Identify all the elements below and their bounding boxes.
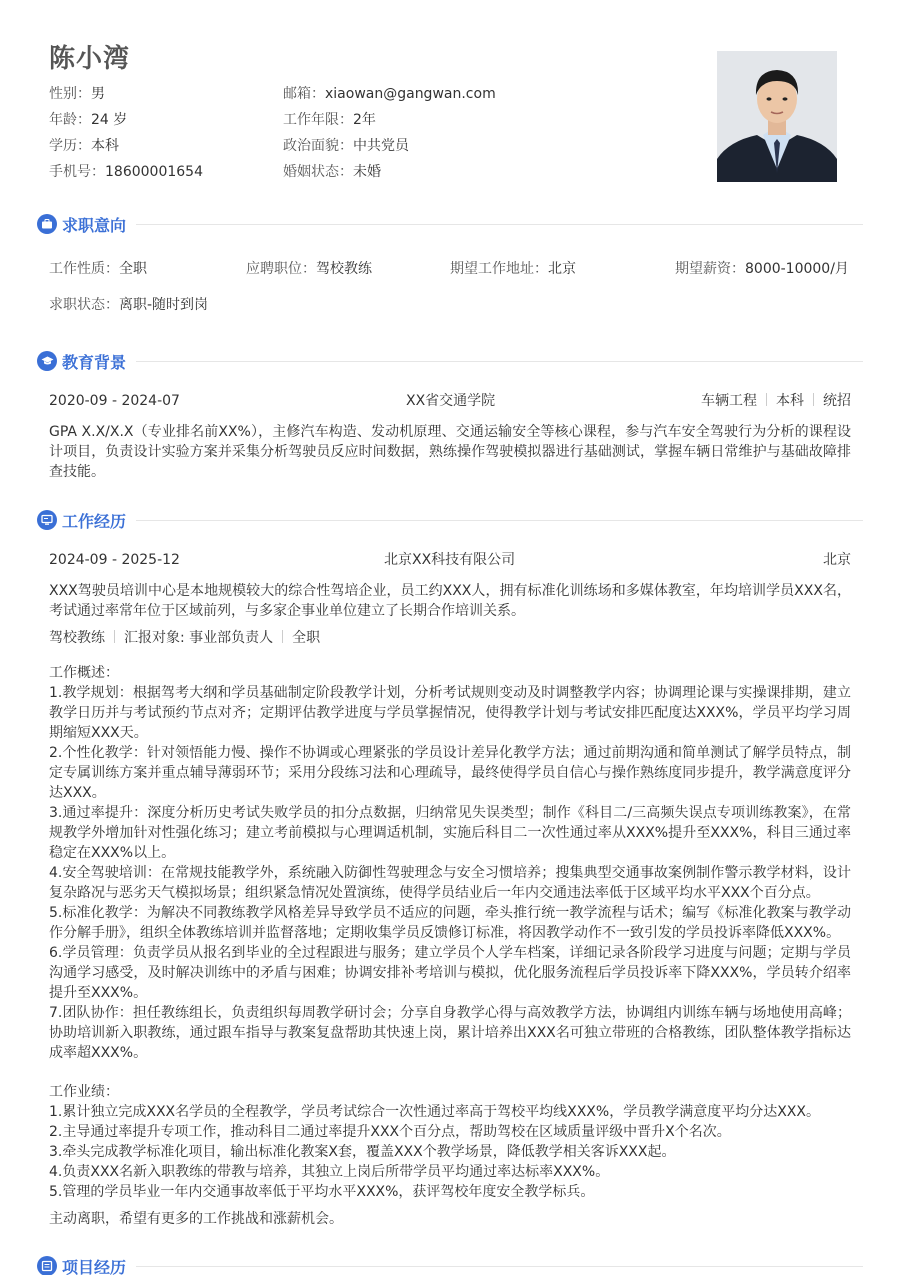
education-description: GPA X.X/X.X（专业排名前XX%），主修汽车构造、发动机原理、交通运输安全等核心课程，参与汽车安全驾驶行为分析的课程设计项目，负责设计实验方案并采集分析驾驶员反应时间数据，熟练操作驾驶模拟器进行基础测试，掌握车辆日常维护与基础故障排查技能。 bbox=[49, 424, 851, 480]
gender-field: 性别：男 bbox=[49, 86, 105, 102]
achievement-item: 1.累计独立完成XXX名学员的全程教学，学员考试综合一次性通过率高于驾校平均线XXX%，学员教学满意度平均分达XXX。 bbox=[49, 1104, 820, 1120]
salary-field: 期望薪资：8000-10000/月 bbox=[675, 261, 849, 277]
project-section-header bbox=[37, 1255, 863, 1275]
work-years-field: 工作年限：2年 bbox=[283, 112, 376, 128]
politics-field: 政治面貌：中共党员 bbox=[283, 138, 409, 154]
company-description: XXX驾驶员培训中心是本地规模较大的综合性驾培企业，员工约XXX人，拥有标准化训练场和多媒体教室，年均培训学员XXX名，考试通过率常年位于区域前列，与多家企事业单位建立了长期合作培训关系。 bbox=[49, 583, 851, 619]
intent-title: 求职意向 bbox=[62, 215, 127, 235]
achievement-item: 5.管理的学员毕业一年内交通事故率低于平均水平XXX%，获评驾校年度安全教学标兵。 bbox=[49, 1184, 595, 1200]
marital-field: 婚姻状态：未婚 bbox=[283, 164, 381, 180]
location-field: 期望工作地址：北京 bbox=[450, 261, 576, 277]
overview-item: 6.学员管理：负责学员从报名到毕业的全过程跟进与服务；建立学员个人学车档案，详细记录各阶段学习进度与问题；定期与学员沟通学习感受，及时解决训练中的矛盾与困难；协调安排补考培训与模拟，优化服务流程后学员投诉率下降XXX%，学员转介绍率提升至XXX%。 bbox=[49, 945, 851, 1001]
project-icon bbox=[37, 1256, 57, 1275]
project-title: 项目经历 bbox=[62, 1257, 127, 1275]
work-title: 工作经历 bbox=[62, 511, 127, 531]
overview-item: 4.安全驾驶培训：在常规技能教学外，系统融入防御性驾驶理念与安全习惯培养；搜集典型交通事故案例制作警示教学材料，设计复杂路况与恶劣天气模拟场景；组织紧急情况处置演练，使得学员结业后一年内交通违法率低于区域平均水平XXX个百分点。 bbox=[49, 865, 851, 901]
section-divider bbox=[136, 361, 863, 362]
education-period: 2020-09 - 2024-07 bbox=[49, 393, 180, 409]
work-overview bbox=[49, 663, 851, 1063]
work-type-field: 工作性质：全职 bbox=[49, 261, 147, 277]
section-divider bbox=[136, 224, 863, 225]
overview-item: 1.教学规划：根据驾考大纲和学员基础制定阶段教学计划，分析考试规则变动及时调整教学内容；协调理论课与实操课排期，建立教学日历并与考试预约节点对齐；定期评估教学进度与学员掌握情况，使得教学计划与考试安排匹配度达XXX%，学员平均学习周期缩短XXX天。 bbox=[49, 685, 851, 741]
major: 车辆工程 bbox=[701, 393, 757, 409]
work-section-header bbox=[37, 509, 863, 531]
achievement-item: 3.牵头完成教学标准化项目，输出标准化教案X套，覆盖XXX个教学场景，降低教学相关客诉XXX起。 bbox=[49, 1144, 676, 1160]
graduation-cap-icon bbox=[37, 351, 57, 371]
email-field: 邮箱：xiaowan@gangwan.com bbox=[283, 86, 496, 102]
enrollment-mode: 统招 bbox=[823, 393, 851, 409]
education-meta bbox=[701, 391, 851, 411]
achievements-title: 工作业绩： bbox=[49, 1084, 119, 1100]
company-name: 北京XX科技有限公司 bbox=[384, 552, 516, 568]
work-achievements bbox=[49, 1082, 851, 1202]
position-field: 应聘职位：驾校教练 bbox=[246, 261, 372, 277]
job-type: 全职 bbox=[292, 630, 321, 646]
education-field: 学历：本科 bbox=[49, 138, 119, 154]
overview-item: 5.标准化教学：为解决不同教练教学风格差异导致学员不适应的问题，牵头推行统一教学流程与话术；编写《标准化教案与教学动作分解手册》，组织全体教练培训并监督落地；定期收集学员反馈修订标准，将因教学动作不一致引发的学员投诉率降低XXX%。 bbox=[49, 905, 851, 941]
achievement-item: 2.主导通过率提升专项工作，推动科目二通过率提升XXX个百分点，帮助驾校在区域质量评级中晋升X个名次。 bbox=[49, 1124, 731, 1140]
profile-photo bbox=[717, 51, 837, 182]
separator bbox=[114, 630, 115, 643]
intent-section-header bbox=[37, 213, 863, 235]
overview-title: 工作概述： bbox=[49, 665, 119, 681]
monitor-icon bbox=[37, 510, 57, 530]
report-to: 汇报对象: 事业部负责人 bbox=[124, 630, 274, 646]
work-row bbox=[49, 550, 851, 570]
candidate-name: 陈小湾 bbox=[49, 44, 131, 74]
education-row bbox=[49, 391, 851, 411]
work-period: 2024-09 - 2025-12 bbox=[49, 552, 180, 568]
age-field: 年龄：24 岁 bbox=[49, 112, 128, 128]
separator bbox=[813, 393, 814, 406]
separator bbox=[766, 393, 767, 406]
education-section-header bbox=[37, 350, 863, 372]
role: 驾校教练 bbox=[49, 630, 105, 646]
role-line bbox=[49, 628, 320, 648]
school-name: XX省交通学院 bbox=[406, 393, 496, 409]
achievement-item: 4.负责XXX名新入职教练的带教与培养，其独立上岗后所带学员平均通过率达标率XXX%。 bbox=[49, 1164, 610, 1180]
overview-item: 2.个性化教学：针对领悟能力慢、操作不协调或心理紧张的学员设计差异化教学方法；通过前期沟通和简单测试了解学员特点，制定专属训练方案并重点辅导薄弱环节；采用分段练习法和心理疏导，最终使得学员自信心与操作熟练度同步提升，教学满意度评分达XXX。 bbox=[49, 745, 851, 801]
degree: 本科 bbox=[776, 393, 804, 409]
briefcase-icon bbox=[37, 214, 57, 234]
separator bbox=[282, 630, 283, 643]
education-title: 教育背景 bbox=[62, 352, 127, 372]
section-divider bbox=[136, 520, 863, 521]
phone-field: 手机号：18600001654 bbox=[49, 164, 203, 180]
overview-item: 3.通过率提升：深度分析历史考试失败学员的扣分点数据，归纳常见失误类型；制作《科目二/三高频失误点专项训练教案》，在常规教学外增加针对性强化练习；建立考前模拟与心理调适机制，实施后科目二一次性通过率从XXX%提升至XXX%，科目三通过率稳定在XXX%以上。 bbox=[49, 805, 851, 861]
section-divider bbox=[136, 1266, 863, 1267]
overview-item: 7.团队协作：担任教练组长，负责组织每周教学研讨会；分享自身教学心得与高效教学方法，协调组内训练车辆与场地使用高峰；协助培训新入职教练，通过跟车指导与教案复盘帮助其快速上岗，累计培养出XXX名可独立带班的合格教练，团队整体教学指标达成率超XXX%。 bbox=[49, 1005, 851, 1061]
job-status-field: 求职状态：离职-随时到岗 bbox=[49, 297, 209, 313]
leave-reason: 主动离职，希望有更多的工作挑战和涨薪机会。 bbox=[49, 1211, 343, 1227]
work-city: 北京 bbox=[823, 552, 851, 568]
basic-info bbox=[49, 84, 669, 182]
